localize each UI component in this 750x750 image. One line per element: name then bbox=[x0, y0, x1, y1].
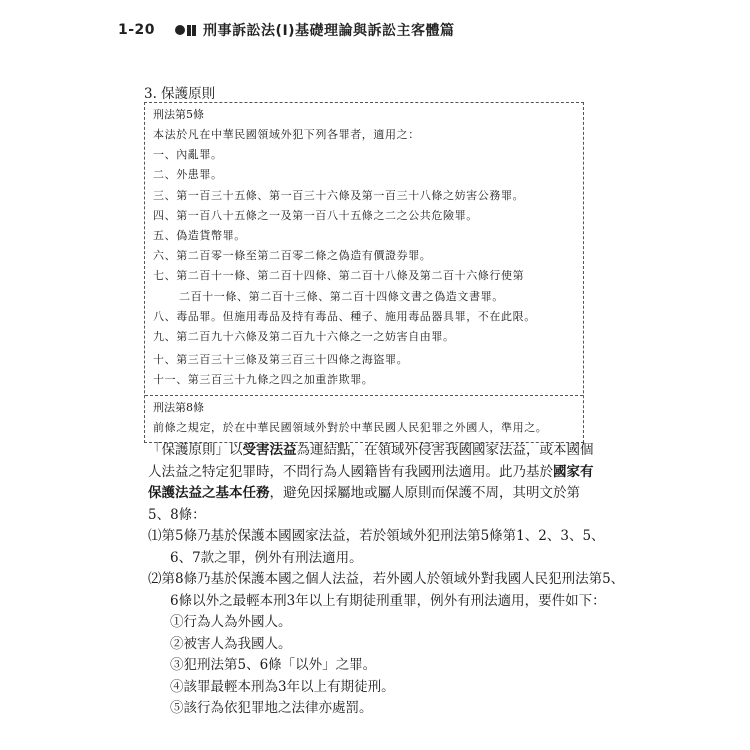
requirement-item: ⑤該行為依犯罪地之法律亦處罰。 bbox=[170, 700, 373, 716]
article-5-line: 四、第一百八十五條之一及第一百八十五條之二之公共危險罪。 bbox=[153, 208, 478, 222]
article-5-line: 八、毒品罪。但施用毒品及持有毒品、種子、施用毒品器具罪，不在此限。 bbox=[153, 309, 536, 323]
item-1-line-2: 6、7款之罪，例外有刑法適用。 bbox=[170, 549, 363, 566]
article-5-line: 三、第一百三十五條、第一百三十六條及第一百三十八條之妨害公務罪。 bbox=[153, 188, 525, 202]
page-number: 1-20 bbox=[118, 22, 156, 38]
intro-bold-1: 受害法益 bbox=[242, 442, 297, 458]
article-8-title: 刑法第8條 bbox=[153, 400, 204, 414]
article-5-line: 五、偽造貨幣罪。 bbox=[153, 229, 246, 243]
article-5-line: 一、內亂罪。 bbox=[153, 148, 223, 162]
article-5-line: 九、第二百九十六條及第二百九十六條之一之妨害自由罪。 bbox=[153, 330, 455, 344]
intro-bold-2: 國家有保護法益之基本任務 bbox=[148, 463, 594, 501]
book-title: 刑事訴訟法(Ⅰ)基礎理論與訴訟主客體篇 bbox=[203, 23, 455, 39]
article-8-text: 前條之規定，於在中華民國領域外對於中華民國人民犯罪之外國人，準用之。 bbox=[153, 420, 548, 434]
item-2-line-1: ⑵第8條乃基於保護本國之個人法益，若外國人於領域外對我國人民犯刑法第5、 bbox=[148, 571, 625, 587]
intro-text-3: ，避免因採屬地或屬人原則而保護不周，其明文於第5、8條： bbox=[148, 485, 580, 523]
intro-paragraph bbox=[148, 440, 598, 526]
article-5-line: 六、第二百零一條至第二百零二條之偽造有價證券罪。 bbox=[153, 249, 432, 263]
requirement-item: ①行為人為外國人。 bbox=[170, 614, 292, 630]
requirement-item: ④該罪最輕本刑為3年以上有期徒刑。 bbox=[170, 678, 395, 695]
article-5-line: 二、外患罪。 bbox=[153, 168, 223, 182]
chapter-marker-icon bbox=[175, 25, 197, 36]
article-5-line: 十、第三百三十三條及第三百三十四條之海盜罪。 bbox=[153, 353, 409, 367]
article-5-section bbox=[145, 103, 583, 395]
item-1-line-1: ⑴第5條乃基於保護本國國家法益，若於領域外犯刑法第5條第1、2、3、5、 bbox=[148, 528, 605, 544]
item-2-line-2: 6條以外之最輕本刑3年以上有期徒刑重罪，例外有刑法適用，要件如下： bbox=[170, 592, 606, 609]
law-text-box bbox=[144, 102, 584, 443]
requirement-item: ②被害人為我國人。 bbox=[170, 635, 292, 652]
body-text bbox=[148, 440, 625, 720]
article-8-section bbox=[145, 395, 583, 442]
article-5-line: 本法於凡在中華民國領域外犯下列各罪者，適用之： bbox=[153, 128, 420, 141]
article-5-line: 十一、第三百三十九條之四之加重詐欺罪。 bbox=[153, 373, 374, 387]
requirement-item: ③犯刑法第5、6條「以外」之罪。 bbox=[170, 657, 377, 673]
article-5-title: 刑法第5條 bbox=[153, 108, 204, 121]
intro-text-1: 「保護原則」以 bbox=[148, 442, 243, 458]
intro-text-2: 為連結點，在領域外侵害我國國家法益，或本國個人法益之特定犯罪時，不問行為人國籍皆有我國刑法適用。此乃基於 bbox=[148, 442, 594, 480]
article-5-line: 七、第二百十一條、第二百十四條、第二百十八條及第二百十六條行使第 bbox=[153, 269, 525, 283]
section-heading: 3. 保護原則 bbox=[144, 86, 216, 102]
article-5-line: 二百十一條、第二百十三條、第二百十四條文書之偽造文書罪。 bbox=[179, 289, 504, 303]
page-header bbox=[118, 20, 455, 40]
